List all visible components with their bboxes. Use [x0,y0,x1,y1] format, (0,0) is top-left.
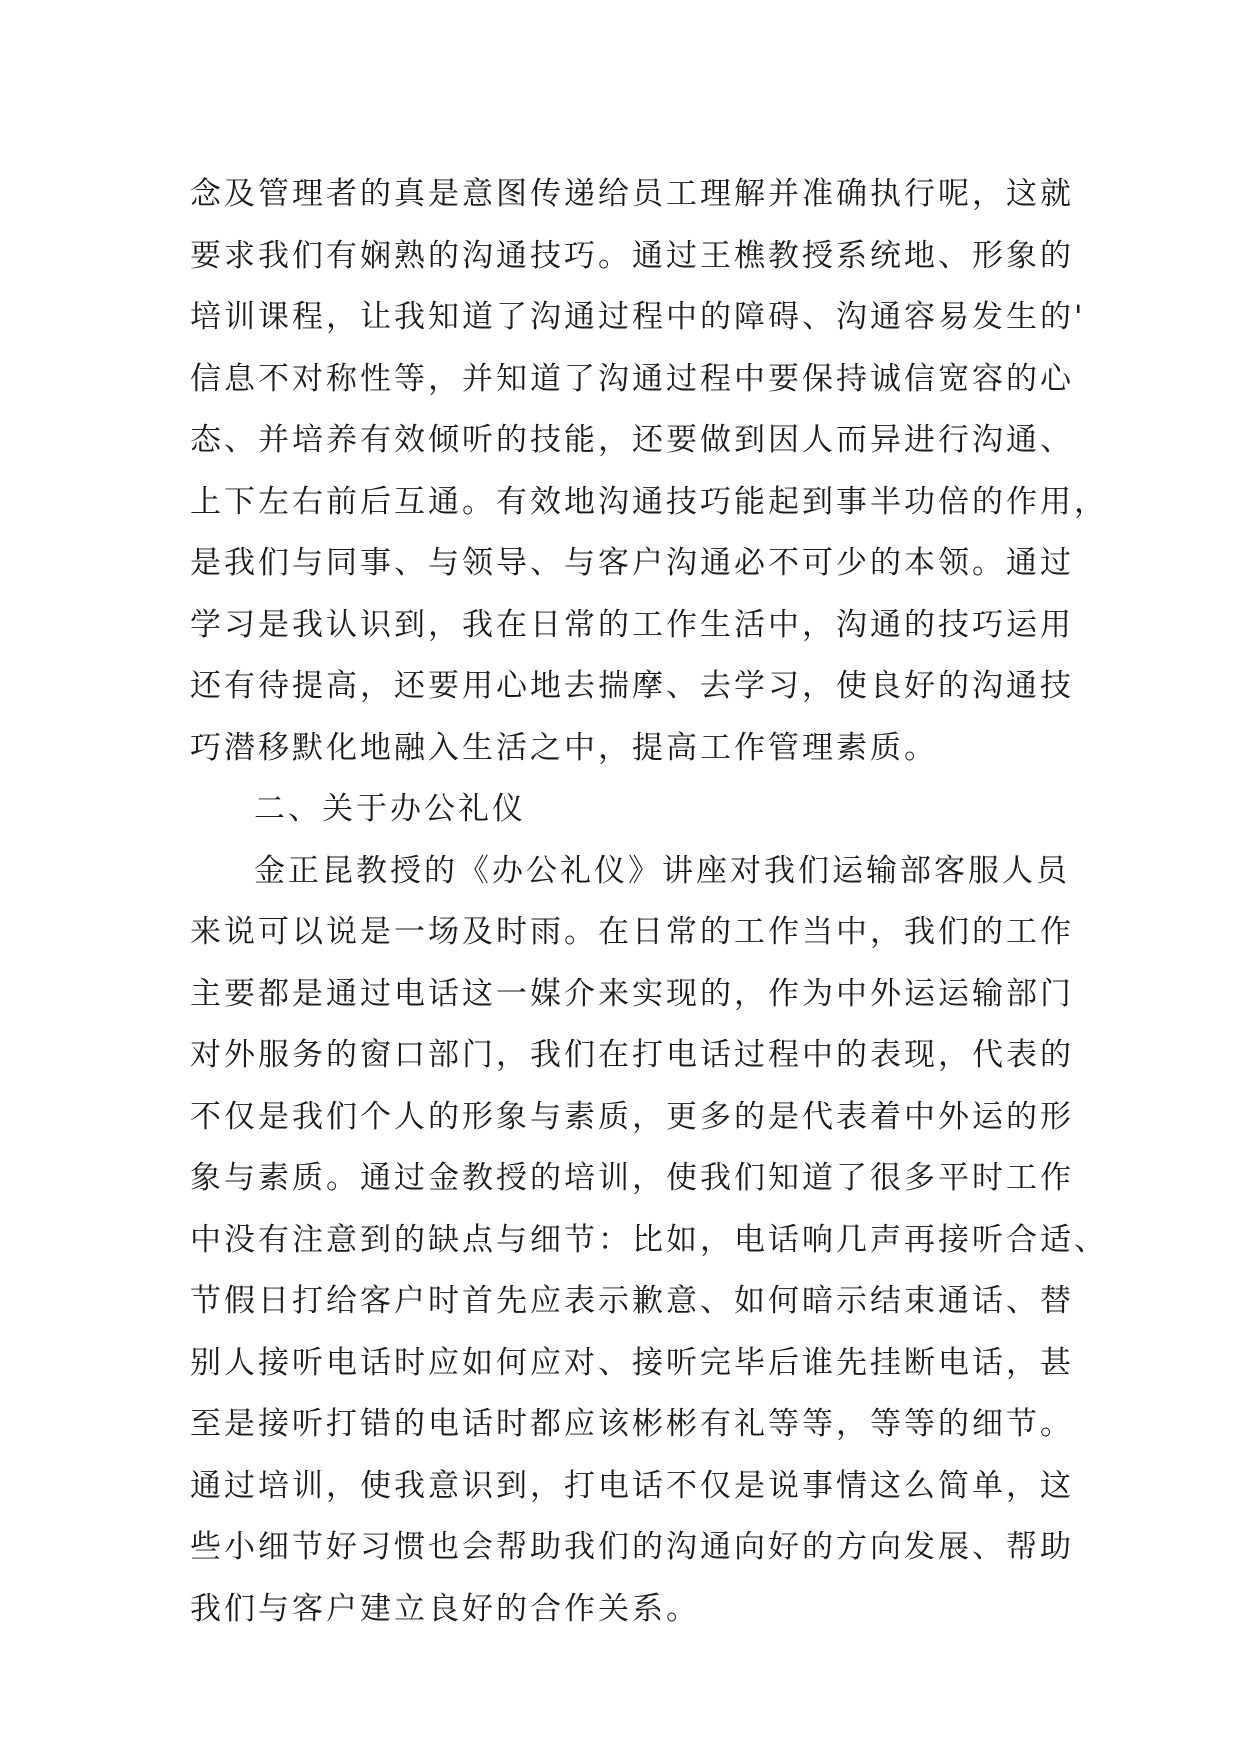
text-line: 主要都是通过电话这一媒介来实现的，作为中外运运输部门 [190,975,1074,1012]
text-line: 象与素质。通过金教授的培训，使我们知道了很多平时工作 [190,1160,1074,1196]
document-body [190,164,1108,1640]
text-line: 通过培训，使我意识到，打电话不仅是说事情这么简单，这 [190,1467,1074,1504]
text-line: 中没有注意到的缺点与细节：比如，电话响几声再接听合适、 [190,1221,1108,1258]
text-line: 培训课程，让我知道了沟通过程中的障碍、沟通容易发生的' [190,299,1086,335]
text-line: 至是接听打错的电话时都应该彬彬有礼等等，等等的细节。 [190,1406,1074,1442]
text-line: 信息不对称性等，并知道了沟通过程中要保持诚信宽容的心 [190,360,1074,397]
text-line: 不仅是我们个人的形象与素质，更多的是代表着中外运的形 [190,1098,1074,1135]
text-line: 些小细节好习惯也会帮助我们的沟通向好的方向发展、帮助 [190,1529,1074,1565]
text-line: 上下左右前后互通。有效地沟通技巧能起到事半功倍的作用， [190,483,1108,520]
text-line: 巧潜移默化地融入生活之中，提高工作管理素质。 [190,729,938,766]
text-line: 学习是我认识到，我在日常的工作生活中，沟通的技巧运用 [190,606,1074,643]
text-line: 我们与客户建立良好的合作关系。 [190,1590,700,1627]
text-line: 念及管理者的真是意图传递给员工理解并准确执行呢，这就 [190,176,1074,212]
text-line: 要求我们有娴熟的沟通技巧。通过王樵教授系统地、形象的 [190,237,1074,274]
text-line: 对外服务的窗口部门，我们在打电话过程中的表现，代表的 [190,1037,1074,1073]
paragraph-first-line: 金正昆教授的《办公礼仪》讲座对我们运输部客服人员 [254,852,1070,889]
text-line: 节假日打给客户时首先应表示歉意、如何暗示结束通话、替 [190,1283,1074,1319]
text-line: 是我们与同事、与领导、与客户沟通必不可少的本领。通过 [190,545,1074,581]
text-line: 别人接听电话时应如何应对、接听完毕后谁先挂断电话，甚 [190,1344,1074,1381]
text-line: 态、并培养有效倾听的技能，还要做到因人而异进行沟通、 [190,422,1074,458]
text-line: 来说可以说是一场及时雨。在日常的工作当中，我们的工作 [190,914,1074,950]
text-line: 还有待提高，还要用心地去揣摩、去学习，使良好的沟通技 [190,668,1074,704]
section-heading: 二、关于办公礼仪 [254,791,526,827]
